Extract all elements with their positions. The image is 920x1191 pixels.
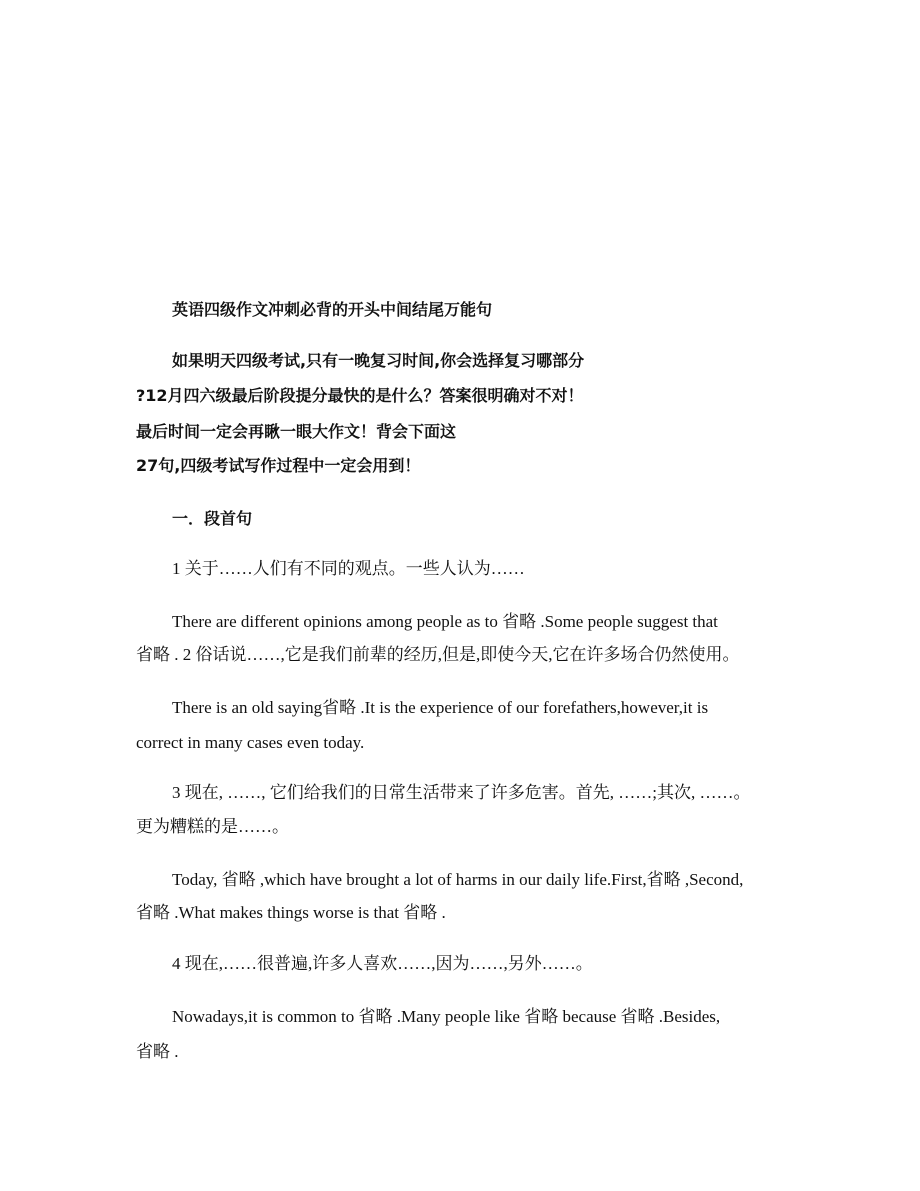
item-3-chinese-line-2: 更为糟糕的是……。 xyxy=(136,817,289,836)
item-3-english-line-1: Today, 省略 ,which have brought a lot of harms in our daily life.First,省略 ,Second, xyxy=(172,870,744,889)
item-1-english-line-2: 省略 . 2 俗话说……,它是我们前辈的经历,但是,即使今天,它在许多场合仍然使用。 xyxy=(136,645,740,664)
intro-line-1: 如果明天四级考试,只有一晚复习时间,你会选择复习哪部分 xyxy=(172,351,585,370)
item-2-english-line-1: There is an old saying省略 .It is the experience of our forefathers,however,it is xyxy=(172,698,709,717)
intro-line-3: 最后时间一定会再瞅一眼大作文！背会下面这 xyxy=(136,422,457,441)
item-3-english-line-2: 省略 .What makes things worse is that 省略 . xyxy=(136,903,446,922)
item-1-chinese: 1 关于……人们有不同的观点。一些人认为…… xyxy=(172,559,525,578)
item-4-english-line-2: 省略 . xyxy=(136,1042,179,1061)
item-3-chinese-line-1: 3 现在, ……, 它们给我们的日常生活带来了许多危害。首先, ……;其次, ……。 xyxy=(172,783,751,802)
intro-line-4: 27句,四级考试写作过程中一定会用到！ xyxy=(136,456,421,475)
item-4-english-line-1: Nowadays,it is common to 省略 .Many people like 省略 because 省略 .Besides, xyxy=(172,1007,721,1026)
intro-line-2: ?12月四六级最后阶段提分最快的是什么？答案很明确对不对！ xyxy=(136,386,584,405)
section-heading: 一．段首句 xyxy=(172,509,253,528)
document-title: 英语四级作文冲刺必背的开头中间结尾万能句 xyxy=(172,300,493,319)
item-2-english-line-2: correct in many cases even today. xyxy=(136,733,365,752)
item-4-chinese: 4 现在,……很普遍,许多人喜欢……,因为……,另外……。 xyxy=(172,954,593,973)
item-1-english-line-1: There are different opinions among people as to 省略 .Some people suggest that xyxy=(172,612,718,631)
